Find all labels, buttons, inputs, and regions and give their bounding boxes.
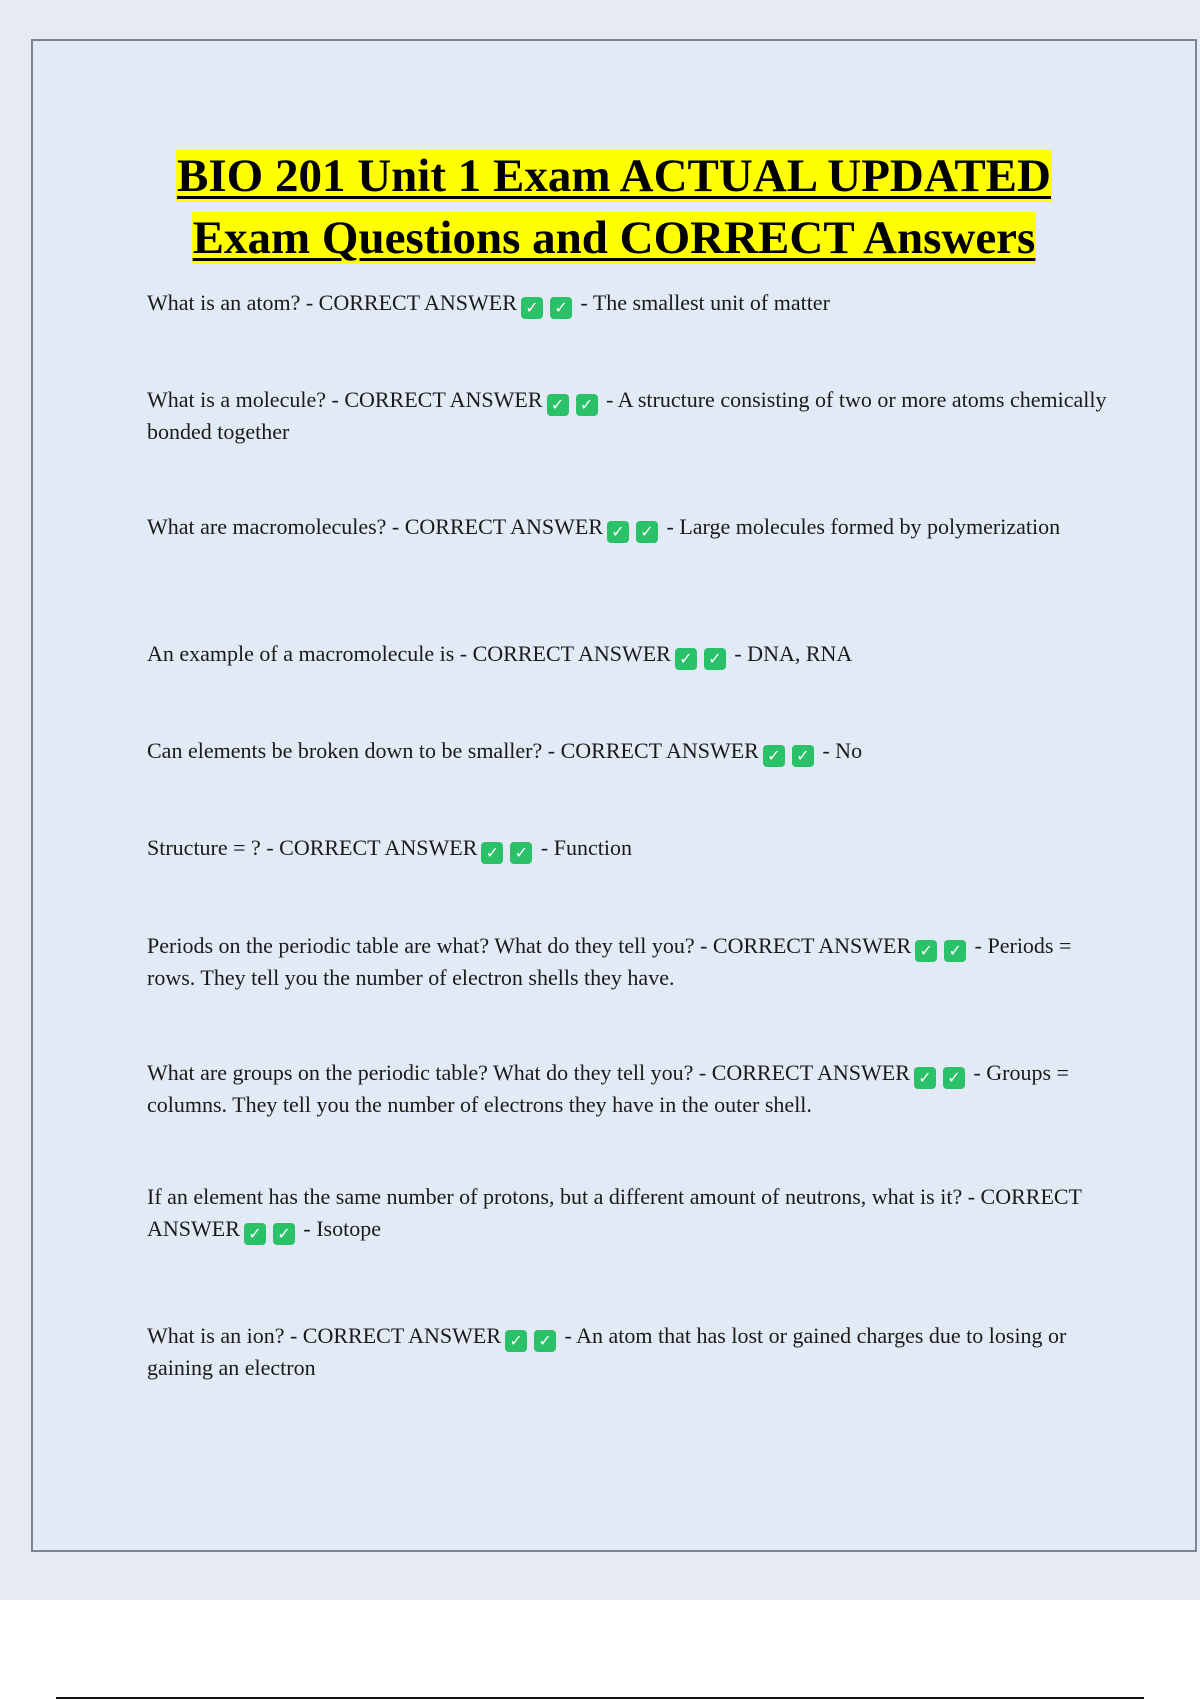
answer-marker: CORRECT ANSWER	[279, 835, 478, 860]
question-text: What is a molecule? -	[147, 387, 345, 412]
footer-divider	[56, 1697, 1144, 1699]
title-line-1: BIO 201 Unit 1 Exam ACTUAL UPDATED	[177, 150, 1051, 202]
check-mark-icon: ✓	[550, 297, 572, 319]
answer-text: - No	[816, 738, 863, 763]
question-text: What is an ion? -	[147, 1323, 303, 1348]
qa-item	[147, 1320, 1107, 1384]
question-text: Structure = ? -	[147, 835, 280, 860]
document-title	[33, 145, 1195, 269]
answer-text: - The smallest unit of matter	[574, 290, 830, 315]
answer-text: - Groups = columns. They tell you the number of electrons they have in the outer shell.	[147, 1060, 1069, 1117]
answer-text: - An atom that has lost or gained charges due to losing or gaining an electron	[147, 1323, 1067, 1380]
check-mark-icon: ✓	[943, 1067, 965, 1089]
check-mark-icon: ✓	[521, 297, 543, 319]
answer-marker: CORRECT ANSWER	[404, 514, 603, 539]
answer-marker: CORRECT ANSWER	[302, 1323, 502, 1348]
check-mark-icon: ✓	[547, 394, 569, 416]
check-mark-icon: ✓	[915, 940, 937, 962]
answer-text: - Function	[535, 835, 632, 860]
qa-item	[147, 384, 1107, 448]
check-mark-icon: ✓	[763, 745, 785, 767]
answer-marker: CORRECT ANSWER	[318, 290, 517, 315]
question-text: Periods on the periodic table are what? What do they tell you? -	[147, 933, 713, 958]
qa-item	[147, 511, 1107, 543]
document-page	[31, 39, 1197, 1552]
question-text: An example of a macromolecule is -	[147, 641, 473, 666]
qa-item	[147, 930, 1107, 994]
check-mark-icon: ✓	[244, 1223, 266, 1245]
question-text: If an element has the same number of protons, but a different amount of neutrons, what is it? -	[147, 1184, 981, 1209]
answer-marker: CORRECT ANSWER	[711, 1060, 910, 1085]
question-text: Can elements be broken down to be smaller? -	[147, 738, 561, 763]
question-text: What are groups on the periodic table? What do they tell you? -	[147, 1060, 712, 1085]
check-mark-icon: ✓	[944, 940, 966, 962]
answer-marker: CORRECT ANSWER	[560, 738, 759, 763]
title-line-2: Exam Questions and CORRECT Answers	[192, 212, 1036, 264]
check-mark-icon: ✓	[914, 1067, 936, 1089]
answer-marker: CORRECT ANSWER	[712, 933, 912, 958]
check-mark-icon: ✓	[273, 1223, 295, 1245]
check-mark-icon: ✓	[675, 648, 697, 670]
qa-item	[147, 832, 1107, 864]
answer-text: - DNA, RNA	[728, 641, 853, 666]
check-mark-icon: ✓	[505, 1330, 527, 1352]
check-mark-icon: ✓	[792, 745, 814, 767]
check-mark-icon: ✓	[704, 648, 726, 670]
answer-marker: CORRECT ANSWER	[344, 387, 543, 412]
check-mark-icon: ✓	[607, 521, 629, 543]
qa-item	[147, 638, 1107, 670]
check-mark-icon: ✓	[534, 1330, 556, 1352]
check-mark-icon: ✓	[636, 521, 658, 543]
answer-marker: CORRECT ANSWER	[147, 1184, 1082, 1241]
answer-text: - Isotope	[297, 1216, 381, 1241]
answer-text: - Periods = rows. They tell you the number of electron shells they have.	[147, 933, 1072, 990]
answer-marker: CORRECT ANSWER	[472, 641, 671, 666]
qa-item	[147, 1057, 1107, 1121]
check-mark-icon: ✓	[481, 842, 503, 864]
qa-item	[147, 1181, 1107, 1245]
qa-item	[147, 735, 1107, 767]
qa-item	[147, 287, 1107, 319]
answer-text: - Large molecules formed by polymerization	[661, 514, 1061, 539]
question-text: What is an atom? -	[147, 290, 319, 315]
answer-text: - A structure consisting of two or more atoms chemically bonded together	[147, 387, 1107, 444]
check-mark-icon: ✓	[510, 842, 532, 864]
question-text: What are macromolecules? -	[147, 514, 405, 539]
check-mark-icon: ✓	[576, 394, 598, 416]
